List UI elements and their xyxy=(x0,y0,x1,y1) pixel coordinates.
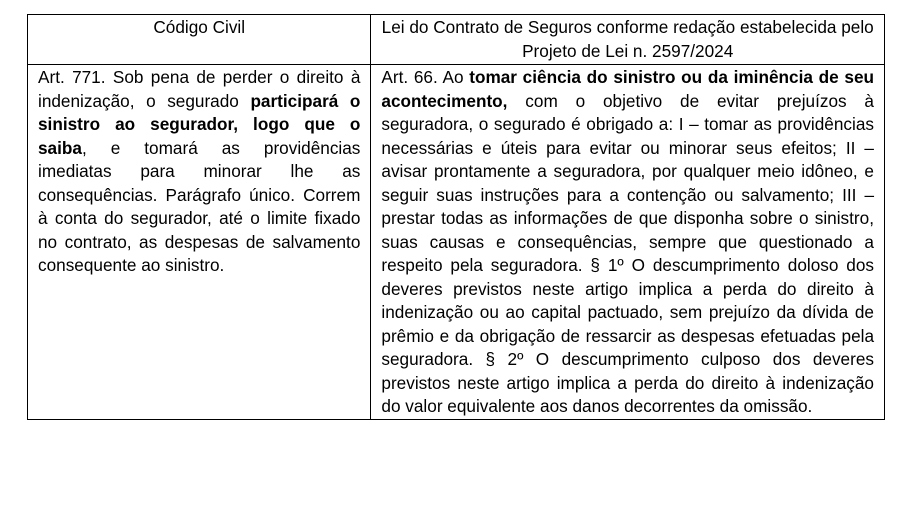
art-771-bold-text: participará o sinistro ao segurador, logo que o saiba xyxy=(38,90,361,158)
cell-codigo-civil-art-771 xyxy=(28,65,371,420)
art-771-text-end: , e tomará as providências imediatas para minorar lhe as consequências. Parágrafo único. Correm à conta do segurador, até o limite fixado no contrato, as despesas de salvamento consequente ao sinistro. xyxy=(38,137,361,275)
cell-lei-seguros-art-66 xyxy=(371,65,885,420)
art-66-text-end: com o objetivo de evitar prejuízos à seguradora, o segurado é obrigado a: I – tomar as providências necessárias e úteis para evitar ou minorar seus efeitos; II – avisar prontamente a seguradora, por qualquer meio idôneo, e seguir suas instruções para a contenção ou salvamento; III – prestar todas as informações de que disponha sobre o sinistro, suas causas e consequências, sempre que questionado a respeito pela seguradora. § 1º O descumprimento doloso dos deveres previstos neste artigo implica a perda do direito à indenização ou ao capital pactuado, sem prejuízo da dívida de prêmio e da obrigação de ressarcir as despesas efetuadas pela seguradora. § 2º O descumprimento culposo dos deveres previstos neste artigo implica a perda do direito à indenização do valor equivalente aos danos decorrentes da omissão. xyxy=(381,90,874,416)
art-66-text-start: Art. 66. Ao xyxy=(381,67,470,87)
art-66-bold-text: tomar ciência do sinistro ou da iminência de seu acontecimento, xyxy=(381,67,874,111)
table-header-row xyxy=(28,15,885,65)
art-771-text-start: Art. 771. Sob pena de perder o direito à indenização, o segurado xyxy=(38,67,361,111)
comparison-table xyxy=(27,14,885,420)
table-row xyxy=(28,65,885,420)
header-lei-contrato-seguros: Lei do Contrato de Seguros conforme redação estabelecida pelo Projeto de Lei n. 2597/2024 xyxy=(371,15,885,65)
header-codigo-civil: Código Civil xyxy=(28,15,371,65)
